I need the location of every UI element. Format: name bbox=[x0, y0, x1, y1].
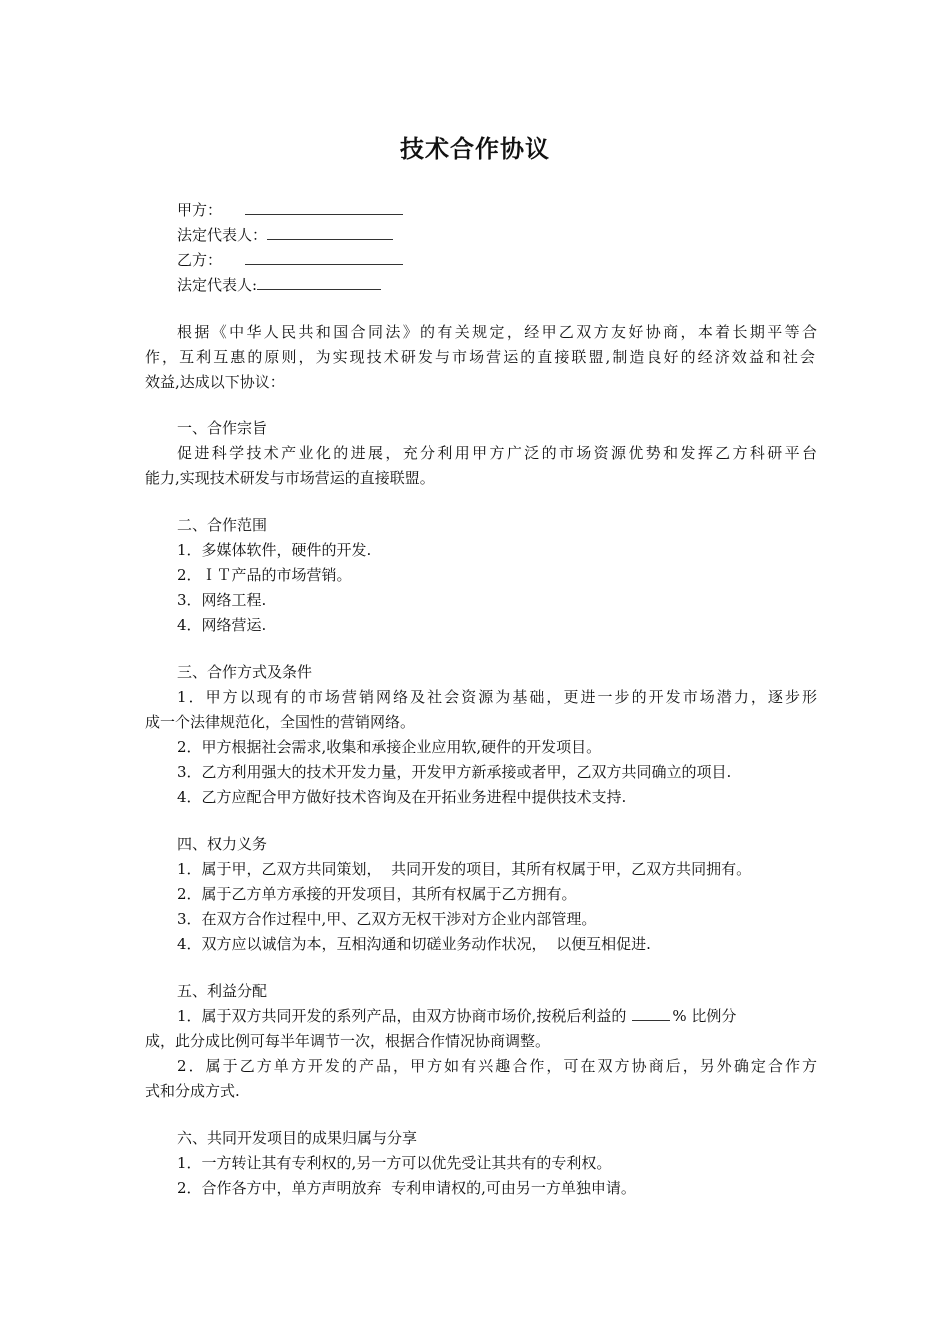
list-item: 2．ＩＴ产品的市场营销。 bbox=[177, 566, 352, 584]
section-text: 2．甲方根据社会需求,收集和承接企业应用软,硬件的开发项目。 bbox=[177, 738, 602, 756]
preamble-line: 作，互利互惠的原则，为实现技术研发与市场营运的直接联盟,制造良好的经济效益和社会 bbox=[145, 348, 815, 366]
section-heading: 五、利益分配 bbox=[177, 982, 268, 1000]
list-item: 1．多媒体软件，硬件的开发. bbox=[177, 541, 372, 559]
preamble-line: 效益,达成以下协议： bbox=[145, 373, 285, 391]
section-text: 2．合作各方中，单方声明放弃 专利申请权的,可由另一方单独申请。 bbox=[177, 1179, 636, 1197]
preamble-line: 根据《中华人民共和国合同法》的有关规定，经甲乙双方友好协商，本着长期平等合 bbox=[177, 323, 817, 341]
section-text: 成，此分成比例可每半年调节一次，根据合作情况协商调整。 bbox=[145, 1032, 551, 1050]
section-text: 2．属于乙方单方开发的产品，甲方如有兴趣合作，可在双方协商后，另外确定合作方 bbox=[177, 1057, 817, 1075]
party-a-label: 甲方： bbox=[177, 201, 223, 219]
section-text: 3．在双方合作过程中,甲、乙双方无权干涉对方企业内部管理。 bbox=[177, 910, 597, 928]
profit-share-suffix: % 比例分 bbox=[672, 1007, 737, 1025]
party-a-line bbox=[177, 198, 817, 222]
section-text: 式和分成方式. bbox=[145, 1082, 240, 1100]
section-heading: 六、共同开发项目的成果归属与分享 bbox=[177, 1129, 418, 1147]
rep-a-label: 法定代表人： bbox=[177, 226, 268, 244]
section-heading: 四、权力义务 bbox=[177, 835, 268, 853]
section-text bbox=[177, 1004, 817, 1028]
list-item: 4．网络营运. bbox=[177, 616, 267, 634]
rep-b-blank[interactable] bbox=[257, 273, 381, 290]
section-heading: 二、合作范围 bbox=[177, 516, 268, 534]
rep-b-line bbox=[177, 273, 817, 297]
document-title: 技术合作协议 bbox=[400, 134, 550, 163]
section-text: 4．乙方应配合甲方做好技术咨询及在开拓业务进程中提供技术支持. bbox=[177, 788, 627, 806]
party-b-blank[interactable] bbox=[245, 248, 403, 265]
section-text: 成一个法律规范化，全国性的营销网络。 bbox=[145, 713, 416, 731]
profit-share-text: 1．属于双方共同开发的系列产品，由双方协商市场价,按税后利益的 bbox=[177, 1007, 627, 1025]
section-heading: 一、合作宗旨 bbox=[177, 419, 268, 437]
party-a-blank[interactable] bbox=[245, 198, 403, 215]
rep-a-blank[interactable] bbox=[267, 223, 393, 240]
section-text: 1．甲方以现有的市场营销网络及社会资源为基础，更进一步的开发市场潜力，逐步形 bbox=[177, 688, 817, 706]
list-item: 3．网络工程. bbox=[177, 591, 267, 609]
rep-b-label: 法定代表人: bbox=[177, 276, 258, 294]
section-text: 1．一方转让其有专利权的,另一方可以优先受让其共有的专利权。 bbox=[177, 1154, 612, 1172]
section-heading: 三、合作方式及条件 bbox=[177, 663, 313, 681]
section-text: 3．乙方利用强大的技术开发力量，开发甲方新承接或者甲，乙双方共同确立的项目. bbox=[177, 763, 732, 781]
section-text: 能力,实现技术研发与市场营运的直接联盟。 bbox=[145, 469, 435, 487]
party-b-line bbox=[177, 248, 817, 272]
section-text: 2．属于乙方单方承接的开发项目，其所有权属于乙方拥有。 bbox=[177, 885, 577, 903]
rep-a-line bbox=[177, 223, 817, 247]
section-text: 促进科学技术产业化的进展，充分利用甲方广泛的市场资源优势和发挥乙方科研平台 bbox=[177, 444, 817, 462]
section-text: 1．属于甲，乙双方共同策划， 共同开发的项目，其所有权属于甲，乙双方共同拥有。 bbox=[177, 860, 752, 878]
section-text: 4．双方应以诚信为本，互相沟通和切磋业务动作状况， 以便互相促进. bbox=[177, 935, 651, 953]
percentage-blank[interactable] bbox=[632, 1006, 670, 1021]
party-b-label: 乙方： bbox=[177, 251, 223, 269]
